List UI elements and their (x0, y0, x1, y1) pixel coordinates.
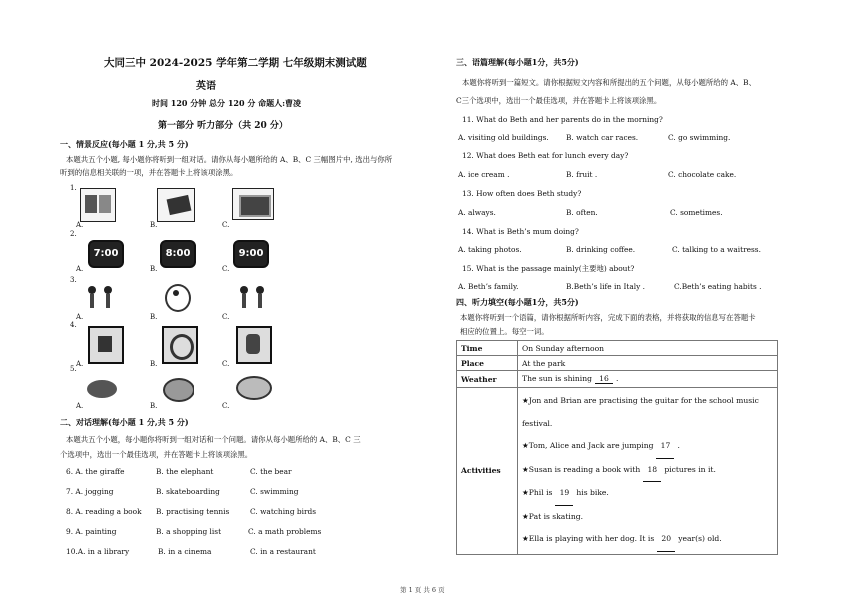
option-c: C. sometimes. (670, 208, 723, 217)
option-b: B.Beth’s life in Italy . (566, 282, 645, 291)
exam-title: 大同三中 2024-2025 学年第二学期 七年级期末测试题 (104, 57, 367, 69)
food-bowl-icon (160, 372, 194, 402)
jump-rope-icon (160, 282, 194, 312)
answer-blank: 20 (657, 528, 675, 552)
option-label: B. (150, 402, 158, 410)
row-number: 4. (70, 321, 77, 329)
subject-title: 英语 (196, 81, 216, 92)
option-c: C. swimming (250, 487, 299, 496)
page-footer: 第 1 页 共 6 页 (400, 586, 445, 594)
option-b: B. the elephant (156, 467, 214, 476)
activity-item: ★Jon and Brian are practising the guitar for the school music festival. (522, 396, 759, 428)
row-label: Activities (457, 388, 518, 555)
text: ★Susan is reading a book with (522, 464, 641, 474)
sec4-heading: 四、听力填空(每小题1分，共5分) (456, 297, 579, 307)
sec4-instr-2: 相应的位置上。每空一词。 (460, 327, 549, 336)
option-c: C. the bear (250, 467, 292, 476)
sec2-heading: 二、对话理解(每小题 1 分,共 5 分) (60, 417, 189, 427)
sec2-instr-2: 个选项中，选出一个最佳选项，并在答题卡上将该项涂黑。 (60, 450, 253, 459)
text: . (615, 374, 619, 383)
option-a: A. visiting old buildings. (458, 133, 549, 142)
sec1-instr-1: 本题共五个小题, 每小题你将听到一组对话。请你从每小题所给的 A、B、C 三幅图片中, 选出与你所 (66, 155, 393, 164)
option-label: B. (150, 265, 158, 273)
activity-item (522, 528, 773, 552)
option-label: B. (150, 221, 158, 229)
children-icon (234, 282, 270, 312)
option-a: A. ice cream . (458, 170, 510, 179)
option-a: 9. A. painting (66, 527, 117, 536)
option-b: B. skateboarding (156, 487, 220, 496)
text: . (677, 441, 680, 450)
option-b: B. practising tennis (156, 507, 230, 516)
clock-icon: 9:00 (233, 240, 269, 268)
option-label: C. (222, 221, 230, 229)
option-a: 6. A. the giraffe (66, 467, 125, 476)
answer-blank: 17 (656, 435, 674, 459)
table-row (457, 341, 778, 356)
sec1-instr-2: 听到的信息相关联的一项，并在答题卡上将该项涂黑。 (60, 168, 238, 177)
table-row (457, 371, 778, 388)
text: his bike. (576, 488, 609, 497)
activity-item: ★Pat is skating. (522, 511, 583, 521)
option-c: C.Beth’s eating habits . (674, 282, 762, 291)
fruit-icon (84, 372, 120, 402)
text: pictures in it. (664, 464, 716, 474)
option-label: A. (76, 402, 84, 410)
option-a: 10.A. in a library (66, 547, 130, 556)
sec1-heading: 一、情景反应(每小题 1 分,共 5 分) (60, 139, 189, 149)
option-b: B. often. (566, 208, 598, 217)
answer-blank: 18 (643, 459, 661, 483)
clock-icon: 8:00 (160, 240, 196, 268)
sec3-instr-2: C三个选项中，选出一个最佳选项，并在答题卡上将该项涂黑。 (456, 96, 662, 105)
option-c: C. chocolate cake. (668, 170, 737, 179)
text: ★Ella is playing with her dog. It is (522, 534, 655, 543)
option-b: B. watch car races. (566, 133, 639, 142)
picture-frame-icon (236, 326, 272, 364)
option-c: C. a math problems (248, 527, 322, 536)
question: 11. What do Beth and her parents do in the morning? (462, 115, 663, 124)
option-c: C. talking to a waitress. (672, 245, 761, 254)
sec3-instr-1: 本题你将听到一篇短文。请你根据短文内容和所提出的五个问题，从每小题所给的 A、B、 (462, 78, 756, 87)
option-label: C. (222, 313, 230, 321)
option-label: C. (222, 360, 230, 368)
row-label: Place (457, 356, 518, 371)
option-a: 8. A. reading a book (66, 507, 142, 516)
table-row (457, 388, 778, 555)
picture-frame-icon (162, 326, 198, 364)
option-b: B. a shopping list (156, 527, 222, 536)
text: ★Tom, Alice and Jack are jumping (522, 441, 654, 450)
option-b: B. in a cinema (158, 547, 212, 556)
option-picture (157, 188, 195, 222)
part1-title: 第一部分 听力部分（共 20 分） (158, 121, 288, 131)
option-label: A. (76, 360, 84, 368)
table-row (457, 356, 778, 371)
option-a: A. taking photos. (458, 245, 522, 254)
activity-item (522, 435, 773, 459)
option-c: C. in a restaurant (250, 547, 316, 556)
sec4-instr-1: 本题你将听到一个语篇，请你根据所听内容，完成下面的表格，并将获取的信息写在答题卡 (460, 313, 756, 322)
row-number: 1. (70, 184, 77, 192)
option-a: A. always. (458, 208, 496, 217)
question: 13. How often does Beth study? (462, 189, 582, 198)
children-icon (82, 282, 118, 312)
option-b: B. fruit . (566, 170, 598, 179)
row-value: At the park (518, 356, 778, 371)
row-label: Time (457, 341, 518, 356)
option-c: C. go swimming. (668, 133, 731, 142)
option-a: 7. A. jogging (66, 487, 114, 496)
row-number: 3. (70, 276, 77, 284)
option-label: A. (76, 313, 84, 321)
option-c: C. watching birds (250, 507, 317, 516)
listening-table (456, 340, 778, 555)
activities-cell (518, 388, 778, 555)
activity-item (522, 459, 773, 483)
answer-blank: 16 (595, 374, 613, 384)
row-number: 2. (70, 230, 77, 238)
option-b: B. drinking coffee. (566, 245, 636, 254)
sec3-heading: 三、语篇理解(每小题1分，共5分) (456, 57, 579, 67)
row-number: 5. (70, 365, 77, 373)
clock-icon: 7:00 (88, 240, 124, 268)
option-label: A. (76, 221, 84, 229)
option-label: A. (76, 265, 84, 273)
activity-item (522, 482, 773, 506)
option-label: C. (222, 265, 230, 273)
question: 14. What is Beth’s mum doing? (462, 227, 579, 236)
picture-frame-icon (88, 326, 124, 364)
question: 15. What is the passage mainly(主要地) about? (462, 264, 635, 273)
option-picture (80, 188, 116, 222)
row-label: Weather (457, 371, 518, 388)
text: ★Phil is (522, 488, 553, 497)
option-a: A. Beth’s family. (458, 282, 519, 291)
option-label: B. (150, 360, 158, 368)
pizza-icon (234, 374, 272, 400)
row-value (518, 371, 778, 388)
option-label: C. (222, 402, 230, 410)
row-value: On Sunday afternoon (518, 341, 778, 356)
text: year(s) old. (678, 534, 722, 543)
option-label: B. (150, 313, 158, 321)
option-picture (232, 188, 274, 220)
exam-meta: 时间 120 分钟 总分 120 分 命题人:曹凌 (152, 98, 302, 108)
sec2-instr-1: 本题共五个小题，每小题你将听到一组对话和一个问题。请你从每小题所给的 A、B、C 三 (66, 435, 361, 444)
question: 12. What does Beth eat for lunch every day? (462, 151, 629, 160)
answer-blank: 19 (555, 482, 573, 506)
text: The sun is shining (522, 374, 592, 383)
